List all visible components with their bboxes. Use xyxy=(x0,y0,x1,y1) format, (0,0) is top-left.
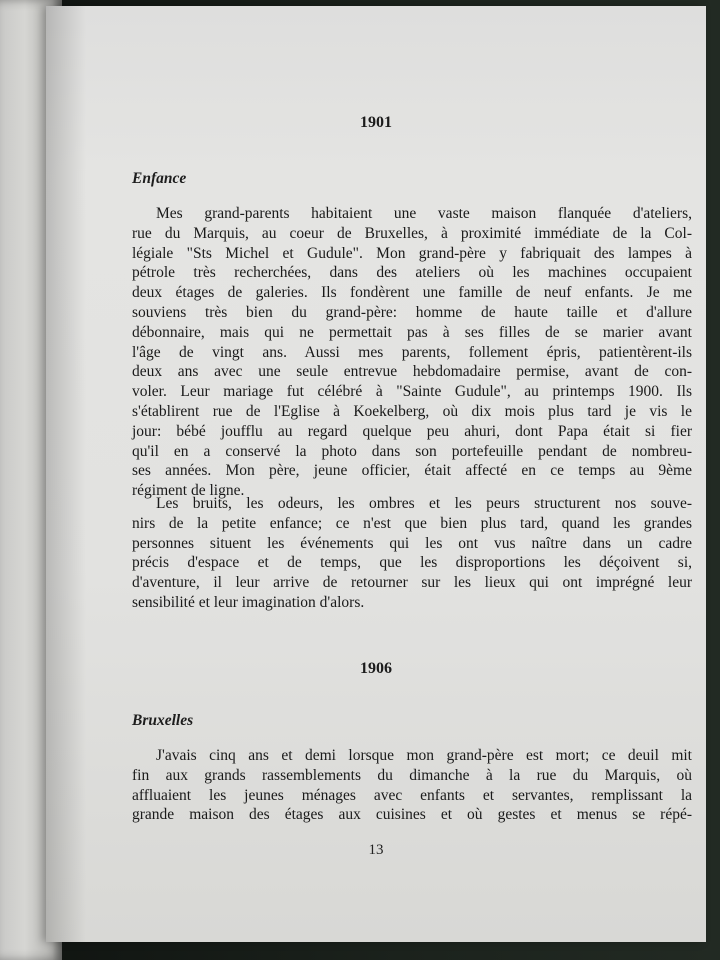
text-line: pétrole très recherchées, dans des ateliers où les machines occupaient xyxy=(132,264,692,282)
text-line: précis d'espace et de temps, que les disproportions les déçoivent si, xyxy=(132,554,692,572)
book-page xyxy=(46,6,706,942)
text-line: deux étages de galeries. Ils fondèrent une famille de neuf enfants. Je me xyxy=(132,284,692,302)
text-line: jour: bébé joufflu au regard quelque peu ahuri, dont Papa était si fier xyxy=(132,422,692,440)
text-line: l'âge de vingt ans. Aussi mes parents, follement épris, patientèrent-ils xyxy=(132,343,692,361)
text-line: sensibilité et leur imagination d'alors. xyxy=(132,593,365,611)
text-line: légiale "Sts Michel et Gudule". Mon grand-père y fabriquait des lampes à xyxy=(132,244,692,262)
text-line: nirs de la petite enfance; ce n'est que bien plus tard, quand les grandes xyxy=(132,514,692,532)
text-line: débonnaire, mais qui ne permettait pas à ses filles de se marier avant xyxy=(132,323,692,341)
text-line: fin aux grands rassemblements du dimanche à la rue du Marquis, où xyxy=(132,766,692,784)
text-line: deux ans avec une seule entrevue hebdomadaire permise, avant de con- xyxy=(132,363,692,381)
text-line: ses années. Mon père, jeune officier, était affecté en ce temps au 9ème xyxy=(132,462,692,480)
paragraph xyxy=(132,204,692,501)
text-line: régiment de ligne. xyxy=(132,482,245,500)
section-title: Enfance xyxy=(132,170,187,187)
text-line: affluaient les jeunes ménages avec enfants et servantes, remplissant la xyxy=(132,786,692,804)
section-year-heading: 1906 xyxy=(360,660,392,677)
text-line: Les bruits, les odeurs, les ombres et les peurs structurent nos souve- xyxy=(156,495,692,512)
text-line: souviens très bien du grand-père: homme de haute taille et d'allure xyxy=(132,303,692,321)
text-line: d'aventure, il leur arrive de retourner sur les lieux qui ont imprégné leur xyxy=(132,574,692,592)
text-line: voler. Leur mariage fut célébré à "Sainte Gudule", au printemps 1900. Ils xyxy=(132,383,692,401)
text-line: Mes grand-parents habitaient une vaste maison flanquée d'ateliers, xyxy=(156,205,692,222)
text-line: rue du Marquis, au coeur de Bruxelles, à proximité immédiate de la Col- xyxy=(132,224,692,242)
text-line: qu'il en a conservé la photo dans son portefeuille pendant de nombreu- xyxy=(132,442,692,460)
section-title: Bruxelles xyxy=(132,712,194,729)
section-year-heading: 1901 xyxy=(360,114,392,131)
text-line: J'avais cinq ans et demi lorsque mon grand-père est mort; ce deuil mit xyxy=(156,747,692,764)
paragraph xyxy=(132,746,692,825)
text-line: s'établirent rue de l'Eglise à Koekelberg, où dix mois plus tard je vis le xyxy=(132,402,692,420)
paragraph xyxy=(132,494,692,613)
text-line: grande maison des étages aux cuisines et où gestes et menus se répé- xyxy=(132,806,692,824)
page-number: 13 xyxy=(368,842,384,858)
text-line: personnes situent les événements qui les ont vus naître dans un cadre xyxy=(132,534,692,552)
